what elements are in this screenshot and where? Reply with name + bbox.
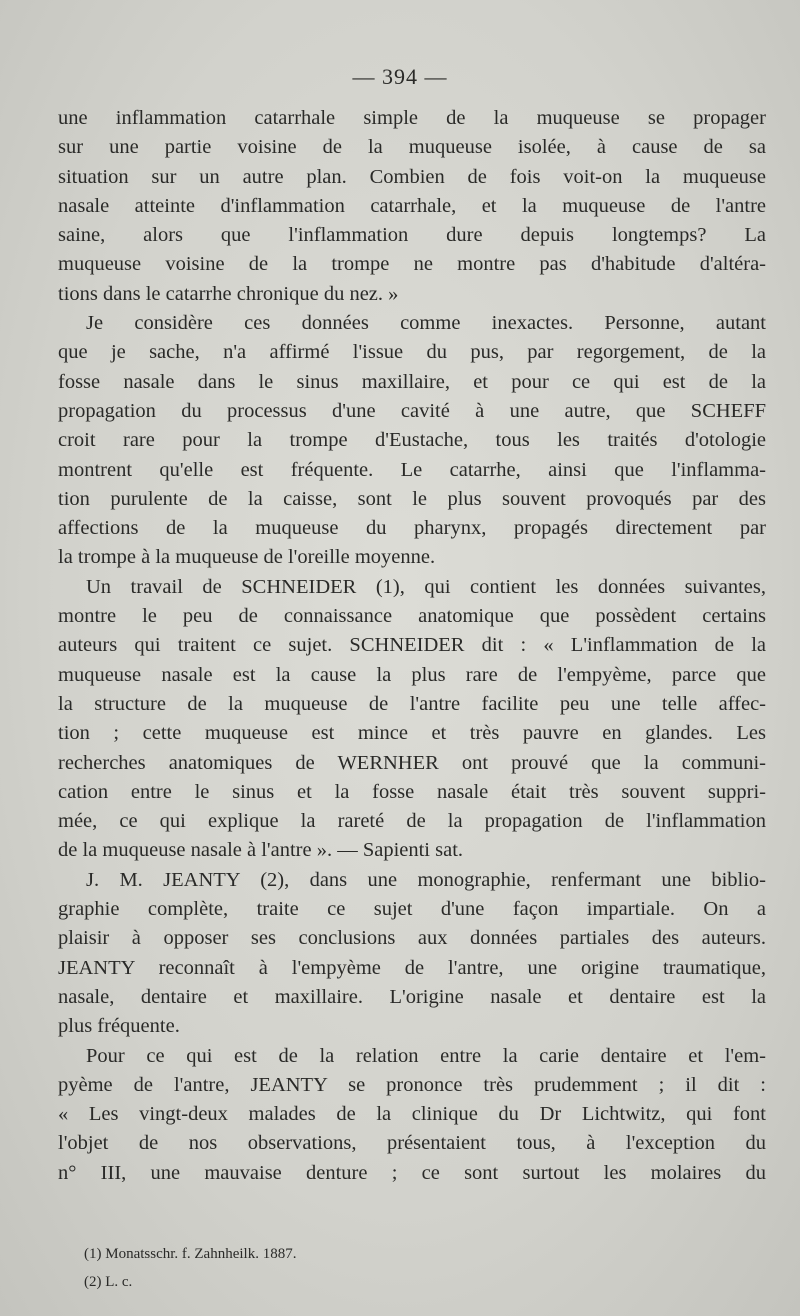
text-line: affections de la muqueuse du pharynx, propagés directement par (58, 517, 766, 540)
text-line: cation entre le sinus et la fosse nasale était très souvent suppri- (58, 780, 766, 803)
text-line: plaisir à opposer ses conclusions aux données partiales des auteurs. (58, 927, 766, 950)
footnote: (2) L. c. (84, 1274, 133, 1290)
text-line: recherches anatomiques de WERNHER ont prouvé que la communi- (58, 751, 766, 774)
text-line: nasale, dentaire et maxillaire. L'origine nasale et dentaire est la (58, 985, 766, 1008)
text-line: nasale atteinte d'inflammation catarrhale, et la muqueuse de l'antre (58, 194, 766, 217)
text-line: plus fréquente. (58, 1015, 180, 1038)
footnote: (1) Monatsschr. f. Zahnheilk. 1887. (84, 1246, 297, 1262)
text-line: J. M. JEANTY (2), dans une monographie, renfermant une biblio- (86, 868, 766, 891)
text-line: situation sur un autre plan. Combien de fois voit-on la muqueuse (58, 165, 766, 188)
text-line: mée, ce qui explique la rareté de la propagation de l'inflammation (58, 810, 766, 833)
text-line: Pour ce qui est de la relation entre la carie dentaire et l'em- (86, 1044, 766, 1067)
text-line: sur une partie voisine de la muqueuse isolée, à cause de sa (58, 136, 766, 159)
text-line: tion purulente de la caisse, sont le plus souvent provoqués par des (58, 487, 766, 510)
text-line: muqueuse nasale est la cause la plus rare de l'empyème, parce que (58, 663, 766, 686)
text-line: Je considère ces données comme inexactes. Personne, autant (86, 312, 766, 335)
text-line: « Les vingt-deux malades de la clinique du Dr Lichtwitz, qui font (58, 1103, 766, 1126)
text-line: graphie complète, traite ce sujet d'une façon impartiale. On a (58, 898, 766, 921)
text-line: de la muqueuse nasale à l'antre ». — Sapienti sat. (58, 839, 464, 862)
text-line: montrent qu'elle est fréquente. Le catarrhe, ainsi que l'inflamma- (58, 458, 766, 481)
text-line: l'objet de nos observations, présentaient tous, à l'exception du (58, 1132, 766, 1155)
footnotes (84, 1240, 296, 1296)
text-line: saine, alors que l'inflammation dure depuis longtemps? La (58, 224, 766, 247)
body-text (58, 104, 766, 1188)
text-line: la structure de la muqueuse de l'antre facilite peu une telle affec- (58, 692, 766, 715)
text-line: tions dans le catarrhe chronique du nez. » (58, 282, 399, 305)
text-line: fosse nasale dans le sinus maxillaire, et pour ce qui est de la (58, 370, 766, 393)
page-number: — 394 — (352, 64, 448, 89)
text-line: tion ; cette muqueuse est mince et très pauvre en glandes. Les (58, 722, 766, 745)
text-line: auteurs qui traitent ce sujet. SCHNEIDER dit : « L'inflammation de la (58, 634, 766, 657)
text-line: une inflammation catarrhale simple de la muqueuse se propager (58, 107, 766, 129)
text-line: montre le peu de connaissance anatomique que possèdent certains (58, 605, 766, 628)
text-line: que je sache, n'a affirmé l'issue du pus, par regorgement, de la (58, 341, 766, 364)
text-line: la trompe à la muqueuse de l'oreille moyenne. (58, 546, 436, 569)
text-line: Un travail de SCHNEIDER (1), qui contient les données suivantes, (86, 575, 766, 598)
text-line: JEANTY reconnaît à l'empyème de l'antre, une origine traumatique, (58, 956, 766, 979)
text-line: muqueuse voisine de la trompe ne montre pas d'habitude d'altéra- (58, 253, 766, 276)
text-line: propagation du processus d'une cavité à une autre, que SCHEFF (58, 399, 766, 422)
text-line: pyème de l'antre, JEANTY se prononce très prudemment ; il dit : (58, 1073, 766, 1096)
text-line: croit rare pour la trompe d'Eustache, tous les traités d'otologie (58, 429, 766, 452)
text-line: n° III, une mauvaise denture ; ce sont surtout les molaires du (58, 1161, 766, 1184)
